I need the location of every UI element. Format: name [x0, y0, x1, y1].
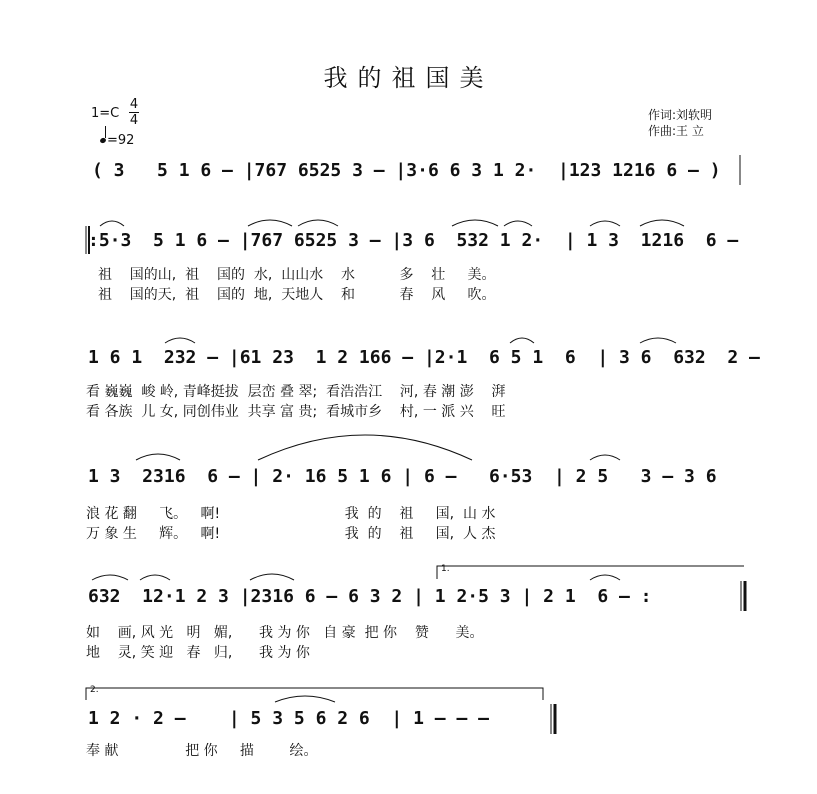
key-signature: 1=C [91, 106, 120, 121]
notation-row-5: 632 12·1 2 3 |2316 6 – 6 3 2 | 1 2·5 3 | 2 1 6 – : [88, 586, 652, 607]
lyric-row-4-verse-2: 万 象 生 辉。 啊! 我 的 祖 国, 人 杰 [86, 526, 496, 542]
slur [136, 454, 180, 460]
page-title: 我的祖国美 [323, 64, 494, 92]
notation-row-1: ( 3 5 1 6 – |767 6525 3 – |3·6 6 3 1 2· |123 1216 6 – ) [92, 160, 721, 181]
long-slur [258, 435, 472, 460]
slur [510, 338, 534, 343]
lyric-row-3-verse-1: 看 巍巍 峻 岭, 青峰挺拔 层峦 叠 翠; 看浩浩江 河, 春 潮 澎 湃 [86, 384, 506, 400]
lyric-row-5-verse-2: 地 灵, 笑 迎 春 归, 我 为 你 [86, 645, 310, 661]
slur [590, 221, 620, 226]
time-signature-top: 4 [129, 97, 139, 112]
slur [92, 575, 128, 580]
lyric-row-2-verse-1: 祖 国的山, 祖 国的 水, 山山水 水 多 壮 美。 [98, 267, 496, 283]
slur [504, 221, 532, 226]
slur [165, 338, 195, 343]
lyric-row-6-verse-1: 奉 献 把 你 描 绘。 [86, 743, 318, 759]
lyric-row-4-verse-1: 浪 花 翻 飞。 啊! 我 的 祖 国, 山 水 [86, 506, 496, 522]
composer-credit: 作曲:王 立 [648, 124, 704, 138]
slur [140, 575, 170, 580]
notation-row-2: :5·3 5 1 6 – |767 6525 3 – |3 6 532 1 2· | 1 3 1216 6 – [88, 230, 739, 251]
volta-2-label: 2. [90, 685, 99, 695]
slur [590, 575, 620, 580]
lyric-row-3-verse-2: 看 各族 儿 女, 同创伟业 共享 富 贵; 看城市乡 村, 一 派 兴 旺 [86, 404, 506, 420]
slur [275, 696, 335, 702]
time-signature-bottom: 4 [129, 113, 139, 128]
lyricist-credit: 作词:刘软明 [648, 108, 713, 122]
slur [248, 220, 292, 226]
volta-1-label: 1. [441, 564, 450, 574]
slur [640, 220, 684, 226]
notation-row-4: 1 3 2316 6 – | 2· 16 5 1 6 | 6 – 6·53 | 2 5 3 – 3 6 [88, 466, 717, 487]
slur [250, 574, 294, 580]
slur [640, 338, 676, 343]
slur [298, 220, 338, 226]
notation-row-6: 1 2 · 2 – | 5 3 5 6 2 6 | 1 – – – [88, 708, 489, 729]
volta-1-bracket [437, 566, 744, 579]
slur [100, 221, 124, 226]
volta-2-bracket [86, 688, 543, 700]
lyric-row-5-verse-1: 如 画, 风 光 明 媚, 我 为 你 自 豪 把 你 赞 美。 [86, 625, 484, 641]
lyric-row-2-verse-2: 祖 国的天, 祖 国的 地, 天地人 和 春 风 吹。 [98, 287, 496, 303]
notation-row-3: 1 6 1 232 – |61 23 1 2 166 – |2·1 6 5 1 6 | 3 6 632 2 – [88, 347, 760, 368]
slur [452, 220, 498, 226]
tempo-value: =92 [107, 133, 135, 148]
slur [590, 455, 620, 460]
